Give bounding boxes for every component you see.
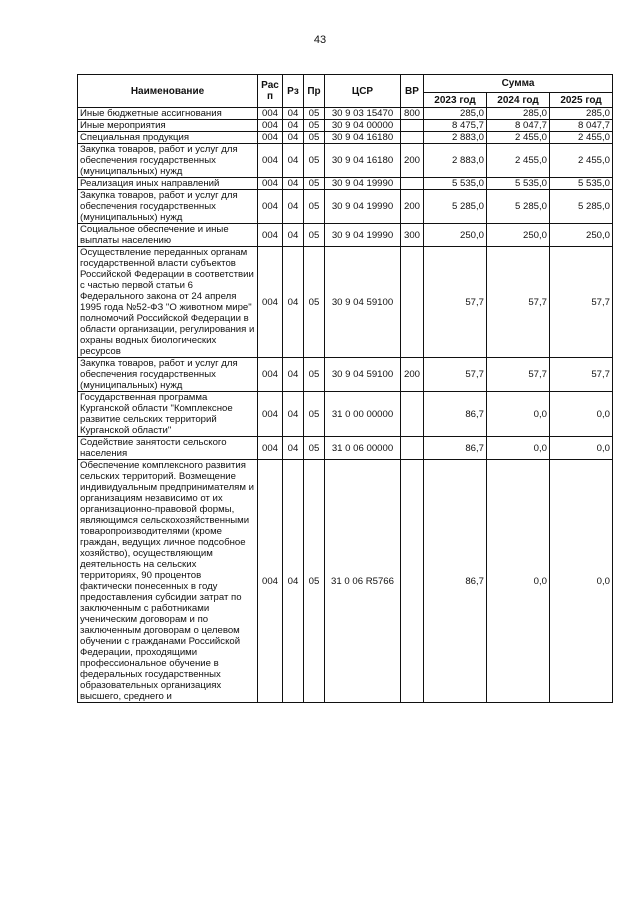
row-name: Иные бюджетные ассигнования [78, 108, 258, 120]
row-vr [401, 392, 424, 437]
row-amount-2025: 8 047,7 [550, 120, 613, 132]
table-row [78, 358, 613, 392]
row-rz: 04 [283, 358, 304, 392]
row-pr: 05 [304, 144, 325, 178]
row-vr: 200 [401, 190, 424, 224]
row-pr: 05 [304, 358, 325, 392]
row-amount-2024: 0,0 [487, 460, 550, 703]
row-csr: 30 9 03 15470 [325, 108, 401, 120]
row-amount-2023: 86,7 [424, 437, 487, 460]
row-rasp: 004 [258, 437, 283, 460]
table-row [78, 460, 613, 703]
header-rz: Рз [283, 75, 304, 108]
row-rasp: 004 [258, 224, 283, 247]
header-year-2023: 2023 год [424, 93, 487, 108]
header-csr: ЦСР [325, 75, 401, 108]
row-pr: 05 [304, 224, 325, 247]
row-name: Государственная программа Курганской области "Комплексное развитие сельских территорий Курганской области" [78, 392, 258, 437]
row-vr [401, 437, 424, 460]
row-amount-2024: 2 455,0 [487, 144, 550, 178]
row-rz: 04 [283, 178, 304, 190]
row-name: Закупка товаров, работ и услуг для обеспечения государственных (муниципальных) нужд [78, 144, 258, 178]
row-pr: 05 [304, 392, 325, 437]
row-name: Закупка товаров, работ и услуг для обеспечения государственных (муниципальных) нужд [78, 358, 258, 392]
row-name: Осуществление переданных органам государственной власти субъектов Российской Федерации в соответствии с частью первой статьи 6 Федерального закона от 24 апреля 1995 года №52-ФЗ "О животном мире" полномочий Российской Федерации в области организации, регулирования и охраны водных биологических ресурсов [78, 247, 258, 358]
row-pr: 05 [304, 460, 325, 703]
row-amount-2025: 57,7 [550, 247, 613, 358]
row-rz: 04 [283, 132, 304, 144]
row-csr: 31 0 00 00000 [325, 392, 401, 437]
row-amount-2023: 5 285,0 [424, 190, 487, 224]
row-rz: 04 [283, 460, 304, 703]
table-row [78, 144, 613, 178]
row-amount-2025: 2 455,0 [550, 132, 613, 144]
row-amount-2024: 5 285,0 [487, 190, 550, 224]
row-amount-2025: 0,0 [550, 460, 613, 703]
row-amount-2023: 57,7 [424, 247, 487, 358]
row-amount-2024: 2 455,0 [487, 132, 550, 144]
table-body [78, 108, 613, 703]
row-rasp: 004 [258, 358, 283, 392]
row-rz: 04 [283, 190, 304, 224]
row-rz: 04 [283, 120, 304, 132]
row-rz: 04 [283, 144, 304, 178]
row-amount-2023: 86,7 [424, 460, 487, 703]
row-pr: 05 [304, 437, 325, 460]
row-vr: 300 [401, 224, 424, 247]
row-csr: 30 9 04 16180 [325, 144, 401, 178]
row-amount-2023: 2 883,0 [424, 144, 487, 178]
row-amount-2024: 5 535,0 [487, 178, 550, 190]
row-amount-2023: 86,7 [424, 392, 487, 437]
table-row [78, 108, 613, 120]
header-vr: ВР [401, 75, 424, 108]
row-name: Реализация иных направлений [78, 178, 258, 190]
row-csr: 31 0 06 00000 [325, 437, 401, 460]
row-rz: 04 [283, 392, 304, 437]
row-amount-2024: 250,0 [487, 224, 550, 247]
row-amount-2024: 57,7 [487, 358, 550, 392]
header-year-2024: 2024 год [487, 93, 550, 108]
row-rz: 04 [283, 247, 304, 358]
row-rasp: 004 [258, 132, 283, 144]
row-csr: 30 9 04 59100 [325, 247, 401, 358]
row-pr: 05 [304, 132, 325, 144]
row-amount-2024: 285,0 [487, 108, 550, 120]
row-pr: 05 [304, 108, 325, 120]
row-pr: 05 [304, 178, 325, 190]
row-name: Содействие занятости сельского населения [78, 437, 258, 460]
row-amount-2024: 0,0 [487, 392, 550, 437]
row-amount-2025: 0,0 [550, 392, 613, 437]
header-rasp: Рас п [258, 75, 283, 108]
row-csr: 30 9 04 00000 [325, 120, 401, 132]
row-rasp: 004 [258, 392, 283, 437]
row-rasp: 004 [258, 178, 283, 190]
row-name: Закупка товаров, работ и услуг для обеспечения государственных (муниципальных) нужд [78, 190, 258, 224]
row-rasp: 004 [258, 144, 283, 178]
row-amount-2023: 8 475,7 [424, 120, 487, 132]
row-amount-2023: 285,0 [424, 108, 487, 120]
header-pr: Пр [304, 75, 325, 108]
row-rasp: 004 [258, 120, 283, 132]
row-rz: 04 [283, 437, 304, 460]
row-name: Специальная продукция [78, 132, 258, 144]
row-amount-2025: 2 455,0 [550, 144, 613, 178]
header-sum: Сумма [424, 75, 613, 93]
row-name: Обеспечение комплексного развития сельских территорий. Возмещение индивидуальным предпринимателям и организациям независимо от их организационно-правовой формы, являющимся сельскохозяйственными товаропроизводителями (кроме граждан, ведущих личное подсобное хозяйство), осуществляющим деятельность на сельских территориях, 90 процентов фактически понесенных в году предоставления субсидии затрат по заключенным с работниками ученическим договорам и по заключенным договорам о целевом обучении с гражданами Российской Федерации, проходящими профессиональное обучение в федеральных государственных образовательных организациях высшего, среднего и [78, 460, 258, 703]
row-vr [401, 247, 424, 358]
row-rasp: 004 [258, 108, 283, 120]
table-row [78, 178, 613, 190]
row-name: Иные мероприятия [78, 120, 258, 132]
page-number: 43 [313, 34, 327, 46]
row-rz: 04 [283, 224, 304, 247]
table-row [78, 437, 613, 460]
table-row [78, 224, 613, 247]
row-vr [401, 120, 424, 132]
row-amount-2023: 57,7 [424, 358, 487, 392]
row-pr: 05 [304, 190, 325, 224]
row-pr: 05 [304, 120, 325, 132]
row-vr [401, 460, 424, 703]
row-amount-2025: 0,0 [550, 437, 613, 460]
row-name: Социальное обеспечение и иные выплаты населению [78, 224, 258, 247]
table-row [78, 392, 613, 437]
row-vr: 200 [401, 144, 424, 178]
header-name: Наименование [78, 75, 258, 108]
row-vr [401, 132, 424, 144]
table-row [78, 247, 613, 358]
row-csr: 30 9 04 19990 [325, 190, 401, 224]
row-amount-2024: 8 047,7 [487, 120, 550, 132]
row-rz: 04 [283, 108, 304, 120]
row-amount-2025: 250,0 [550, 224, 613, 247]
table-row [78, 190, 613, 224]
row-amount-2023: 250,0 [424, 224, 487, 247]
header-year-2025: 2025 год [550, 93, 613, 108]
row-rasp: 004 [258, 460, 283, 703]
row-rasp: 004 [258, 247, 283, 358]
row-vr [401, 178, 424, 190]
row-vr: 200 [401, 358, 424, 392]
row-rasp: 004 [258, 190, 283, 224]
row-amount-2025: 5 285,0 [550, 190, 613, 224]
row-pr: 05 [304, 247, 325, 358]
row-amount-2025: 285,0 [550, 108, 613, 120]
row-csr: 30 9 04 19990 [325, 178, 401, 190]
row-amount-2024: 0,0 [487, 437, 550, 460]
row-csr: 30 9 04 59100 [325, 358, 401, 392]
budget-table [77, 74, 613, 703]
row-amount-2025: 57,7 [550, 358, 613, 392]
table-row [78, 132, 613, 144]
row-vr: 800 [401, 108, 424, 120]
row-amount-2023: 5 535,0 [424, 178, 487, 190]
row-amount-2024: 57,7 [487, 247, 550, 358]
row-amount-2023: 2 883,0 [424, 132, 487, 144]
table-row [78, 120, 613, 132]
row-csr: 30 9 04 19990 [325, 224, 401, 247]
row-csr: 31 0 06 R5766 [325, 460, 401, 703]
row-amount-2025: 5 535,0 [550, 178, 613, 190]
row-csr: 30 9 04 16180 [325, 132, 401, 144]
